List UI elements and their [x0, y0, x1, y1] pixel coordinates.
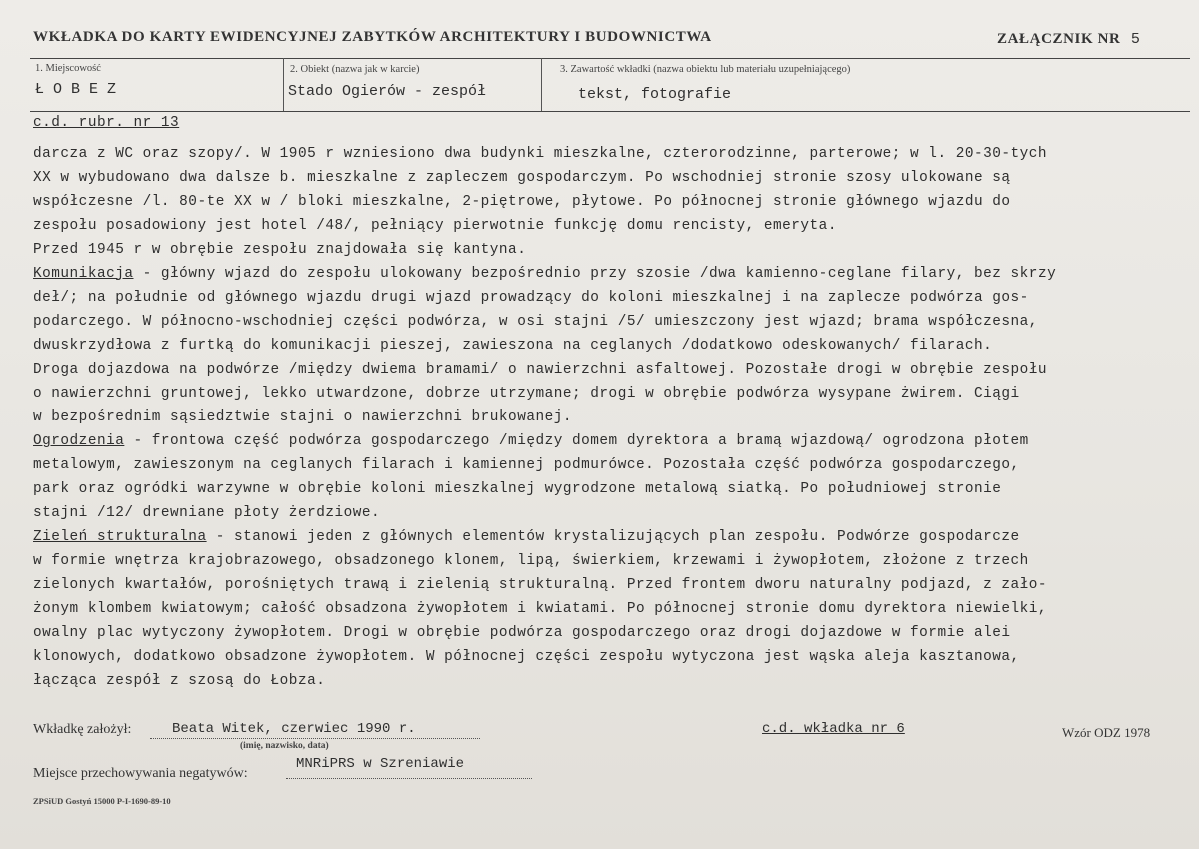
- body-line: o nawierzchni gruntowej, lekko utwardzone, dobrze utrzymane; drogi w obrębie podwórza wysypane żwirem. Ciągi: [33, 385, 1020, 402]
- body-line: owalny plac wytyczony żywopłotem. Drogi w obrębie podwórza gospodarczego oraz drogi dojazdowe w formie alei: [33, 625, 1011, 641]
- column-divider-1: [283, 58, 284, 111]
- section-text: - główny wjazd do zespołu ulokowany bezpośrednio przy szosie /dwa kamienno-ceglane filary, bez skrzy: [133, 265, 1057, 282]
- body-line: metalowym, zawieszonym na ceglanych filarach i kamiennej podmurówce. Pozostała część podwórza gospodarczego,: [33, 457, 1020, 474]
- founder-value: Beata Witek, czerwiec 1990 r.: [172, 721, 416, 737]
- negatives-value: MNRiPRS w Szreniawie: [296, 756, 465, 772]
- body-line: park oraz ogródki warzywne w obrębie koloni mieszkalnej wygrodzone metalową siatką. Po południowej stronie: [33, 481, 1002, 498]
- object-value: Stado Ogierów - zespół: [288, 83, 487, 100]
- body-line: żonym klombem kwiatowym; całość obsadzona żywopłotem i kwiatami. Po północnej stronie domu dyrektora niewielki,: [33, 601, 1048, 618]
- section-heading: Komunikacja: [33, 265, 134, 282]
- section-text: - stanowi jeden z głównych elementów krystalizujących plan zespołu. Podwórze gospodarcze: [206, 529, 1020, 546]
- founder-dotted-line: [150, 738, 480, 739]
- next-insert-note: c.d. wkładka nr 6: [762, 721, 905, 737]
- contents-value: tekst, fotografie: [578, 86, 732, 103]
- column-divider-2: [541, 58, 542, 111]
- body-line: [33, 433, 1029, 449]
- annex-label: ZAŁĄCZNIK NR: [997, 31, 1121, 47]
- section-heading: Ogrodzenia: [33, 433, 125, 450]
- form-code: Wzór ODZ 1978: [1062, 725, 1151, 740]
- body-line: [33, 529, 1020, 545]
- section-text: - frontowa część podwórza gospodarczego /między domem dyrektora a bramą wjazdową/ ogrodzona płotem: [124, 433, 1029, 450]
- contents-label: 3. Zawartość wkładki (nazwa obiektu lub materiału uzupełniającego): [560, 64, 851, 75]
- body-line: klonowych, dodatkowo obsadzone żywopłotem. W północnej części zespołu wytyczona jest wąska aleja kasztanowa,: [33, 648, 1020, 665]
- body-line: Droga dojazdowa na podwórze /między dwiema bramami/ o nawierzchni asfaltowej. Pozostałe drogi w obrębie zespołu: [33, 361, 1048, 378]
- locality-label: 1. Miejscowość: [35, 63, 101, 74]
- body-line: darcza z WC oraz szopy/. W 1905 r wzniesiono dwa budynki mieszkalne, czterorodzinne, parterowe; w l. 20-30-tych: [33, 146, 1048, 162]
- object-label: 2. Obiekt (nazwa jak w karcie): [290, 64, 420, 75]
- body-line: zielonych kwartałów, porośniętych trawą i zielenią strukturalną. Przed frontem dworu naturalny podjazd, z zało-: [33, 577, 1048, 594]
- body-line: podarczego. W północno-wschodniej części podwórza, w osi stajni /5/ umieszczony jest wjazd; brama współczesna,: [33, 313, 1038, 330]
- body-line: zespołu posadowiony jest hotel /48/, pełniący pierwotnie funkcję domu rencisty, emeryta.: [33, 217, 837, 234]
- print-info: ZPSiUD Gostyń 15000 P-I-1690-89-10: [33, 796, 171, 806]
- continuation-note: c.d. rubr. nr 13: [33, 115, 180, 131]
- body-line: współczesne /l. 80-te XX w / bloki mieszkalne, 2-piętrowe, płytowe. Po północnej stronie głównego wjazdu do: [33, 193, 1011, 210]
- negatives-label: Miejsce przechowywania negatywów:: [33, 766, 248, 781]
- annex-number: [997, 31, 1140, 48]
- body-line: w formie wnętrza krajobrazowego, obsadzonego klonem, lipą, świerkiem, krzewami i żywopłotem, złożone z trzech: [33, 553, 1029, 570]
- body-line: deł/; na południe od głównego wjazdu drugi wjazd prowadzący do koloni mieszkalnej i na zaplecze podwórza gos-: [33, 289, 1029, 306]
- body-line: dwuskrzydłowa z furtką do komunikacji pieszej, zawieszona na ceglanych /dodatkowo odeskowanych/ filarach.: [33, 337, 993, 354]
- body-line: [33, 266, 1056, 282]
- founder-label: Wkładkę założył:: [33, 722, 132, 737]
- body-line: Przed 1945 r w obrębie zespołu znajdowała się kantyna.: [33, 241, 527, 258]
- body-line: w bezpośrednim sąsiedztwie stajni o nawierzchni brukowanej.: [33, 409, 573, 426]
- header-rule: [30, 58, 1190, 59]
- section-heading: Zieleń strukturalna: [33, 529, 207, 546]
- locality-value: Ł O B E Z: [35, 81, 117, 98]
- annex-number-value: 5: [1130, 31, 1141, 48]
- body-line: łącząca zespół z szosą do Łobza.: [33, 672, 326, 689]
- body-line: XX w wybudowano dwa dalsze b. mieszkalne z zapleczem gospodarczym. Po wschodniej stronie szosy ulokowane są: [33, 169, 1011, 186]
- negatives-dotted-line: [286, 778, 532, 779]
- fields-rule: [30, 111, 1190, 112]
- body-line: stajni /12/ drewniane płoty żerdziowe.: [33, 505, 381, 522]
- form-title: WKŁADKA DO KARTY EWIDENCYJNEJ ZABYTKÓW ARCHITEKTURY I BUDOWNICTWA: [33, 29, 712, 45]
- founder-hint: (imię, nazwisko, data): [240, 741, 329, 751]
